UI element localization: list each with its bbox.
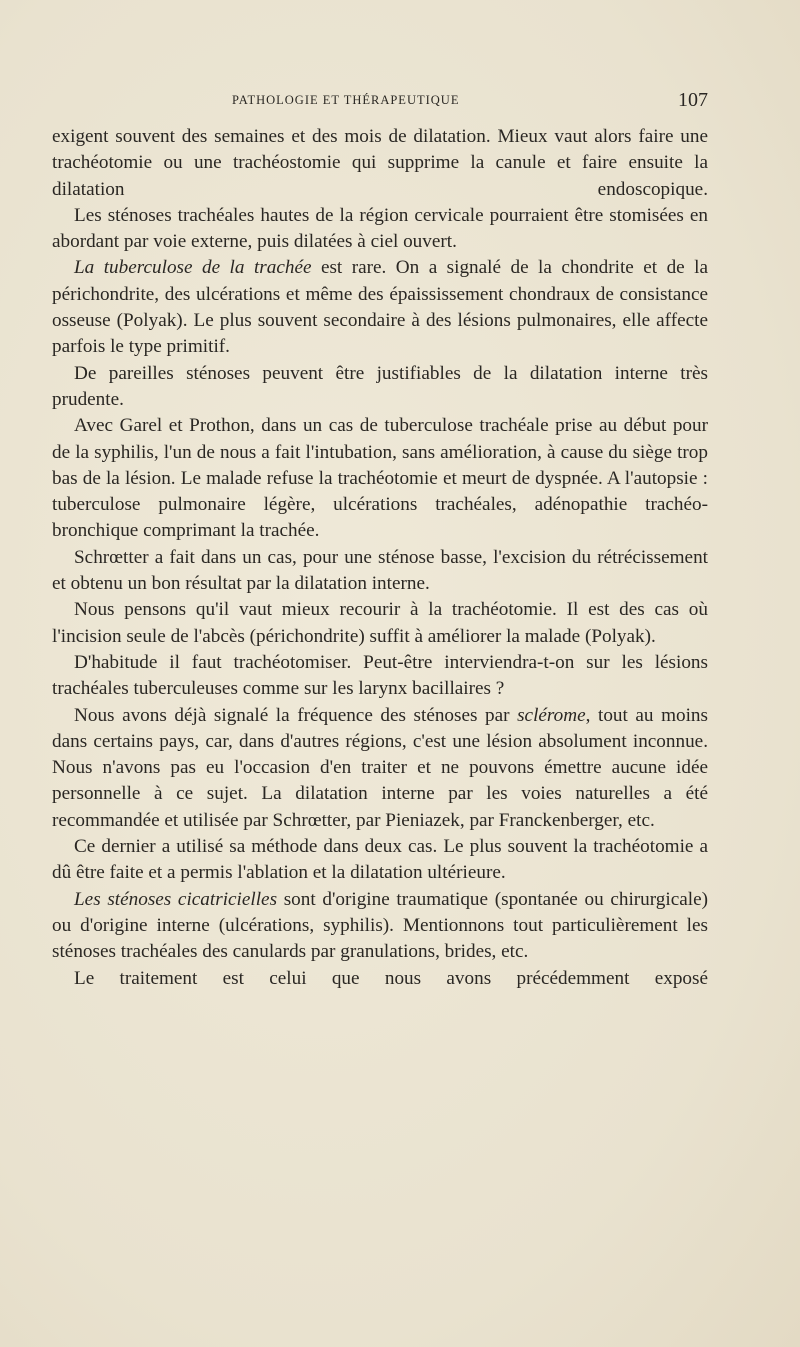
paragraph: exigent souvent des semaines et des mois de dilatation. Mieux vaut alors faire une trachéotomie ou une trachéostomie qui supprime la canule et faire ensuite la dilatation endoscopique.: [52, 126, 708, 200]
italic-term: Les sténoses cicatricielles: [74, 888, 278, 910]
italic-term: La tuberculose de la trachée: [74, 257, 312, 279]
paragraph: Ce dernier a utilisé sa méthode dans deux cas. Le plus souvent la trachéotomie a dû être faite et a permis l'ablation et la dilatation ultérieure.: [52, 836, 708, 884]
paragraph: Nous avons déjà signalé la fréquence des sténoses par sclérome, tout au moins dans certains pays, car, dans d'autres régions, c'est une lésion absolument inconnue. Nous n'avons pas eu l'occasion d'en traiter et ne pouvons émettre aucune idée personnelle à ce sujet. La dilatation interne par les voies naturelles a été recommandée et utilisée par Schrœtter, par Pieniazek, par Franckenberger, etc.: [52, 704, 708, 831]
paragraph: D'habitude il faut trachéotomiser. Peut-être interviendra-t-on sur les lésions trachéales tuberculeuses comme sur les larynx bacillaires ?: [52, 651, 708, 700]
italic-term: sclérome: [517, 704, 586, 726]
paragraph: De pareilles sténoses peuvent être justifiables de la dilatation interne très prudente.: [52, 362, 708, 410]
paragraph: Avec Garel et Prothon, dans un cas de tuberculose trachéale prise au début pour de la syphilis, l'un de nous a fait l'intubation, sans amélioration, à cause du siège trop bas de la lésion. Le malade refuse la trachéotomie et meurt de dyspnée. A l'autopsie : tuberculose pulmonaire légère, ulcérations trachéales, adénopathie trachéo-bronchique comprimant la trachée.: [52, 415, 708, 542]
page-number: 107: [678, 89, 708, 111]
paragraph: Les sténoses trachéales hautes de la région cervicale pourraient être stomisées en abordant par voie externe, puis dilatées à ciel ouvert.: [52, 204, 708, 253]
paragraph: Schrœtter a fait dans un cas, pour une sténose basse, l'excision du rétrécissement et obtenu un bon résultat par la dilatation interne.: [52, 546, 708, 595]
running-title: PATHOLOGIE ET THÉRAPEUTIQUE: [232, 93, 460, 107]
page-header: [52, 88, 708, 112]
paragraph: Nous pensons qu'il vaut mieux recourir à la trachéotomie. Il est des cas où l'incision seule de l'abcès (périchondrite) suffit à améliorer la malade (Polyak).: [52, 599, 708, 647]
paragraph: La tuberculose de la trachée est rare. On a signalé de la chondrite et de la périchondrite, des ulcérations et même des épaississement chondraux de consistance osseuse (Polyak). Le plus souvent secondaire à des lésions pulmonaires, elle affecte parfois le type primitif.: [52, 257, 708, 358]
paragraph: Le traitement est celui que nous avons précédemment exposé: [74, 967, 708, 989]
body-text: [52, 124, 708, 992]
paragraph: Les sténoses cicatricielles sont d'origine traumatique (spontanée ou chirurgicale) ou d'origine interne (ulcérations, syphilis). Mentionnons tout particulièrement les sténoses trachéales des canulards par granulations, brides, etc.: [52, 888, 708, 963]
